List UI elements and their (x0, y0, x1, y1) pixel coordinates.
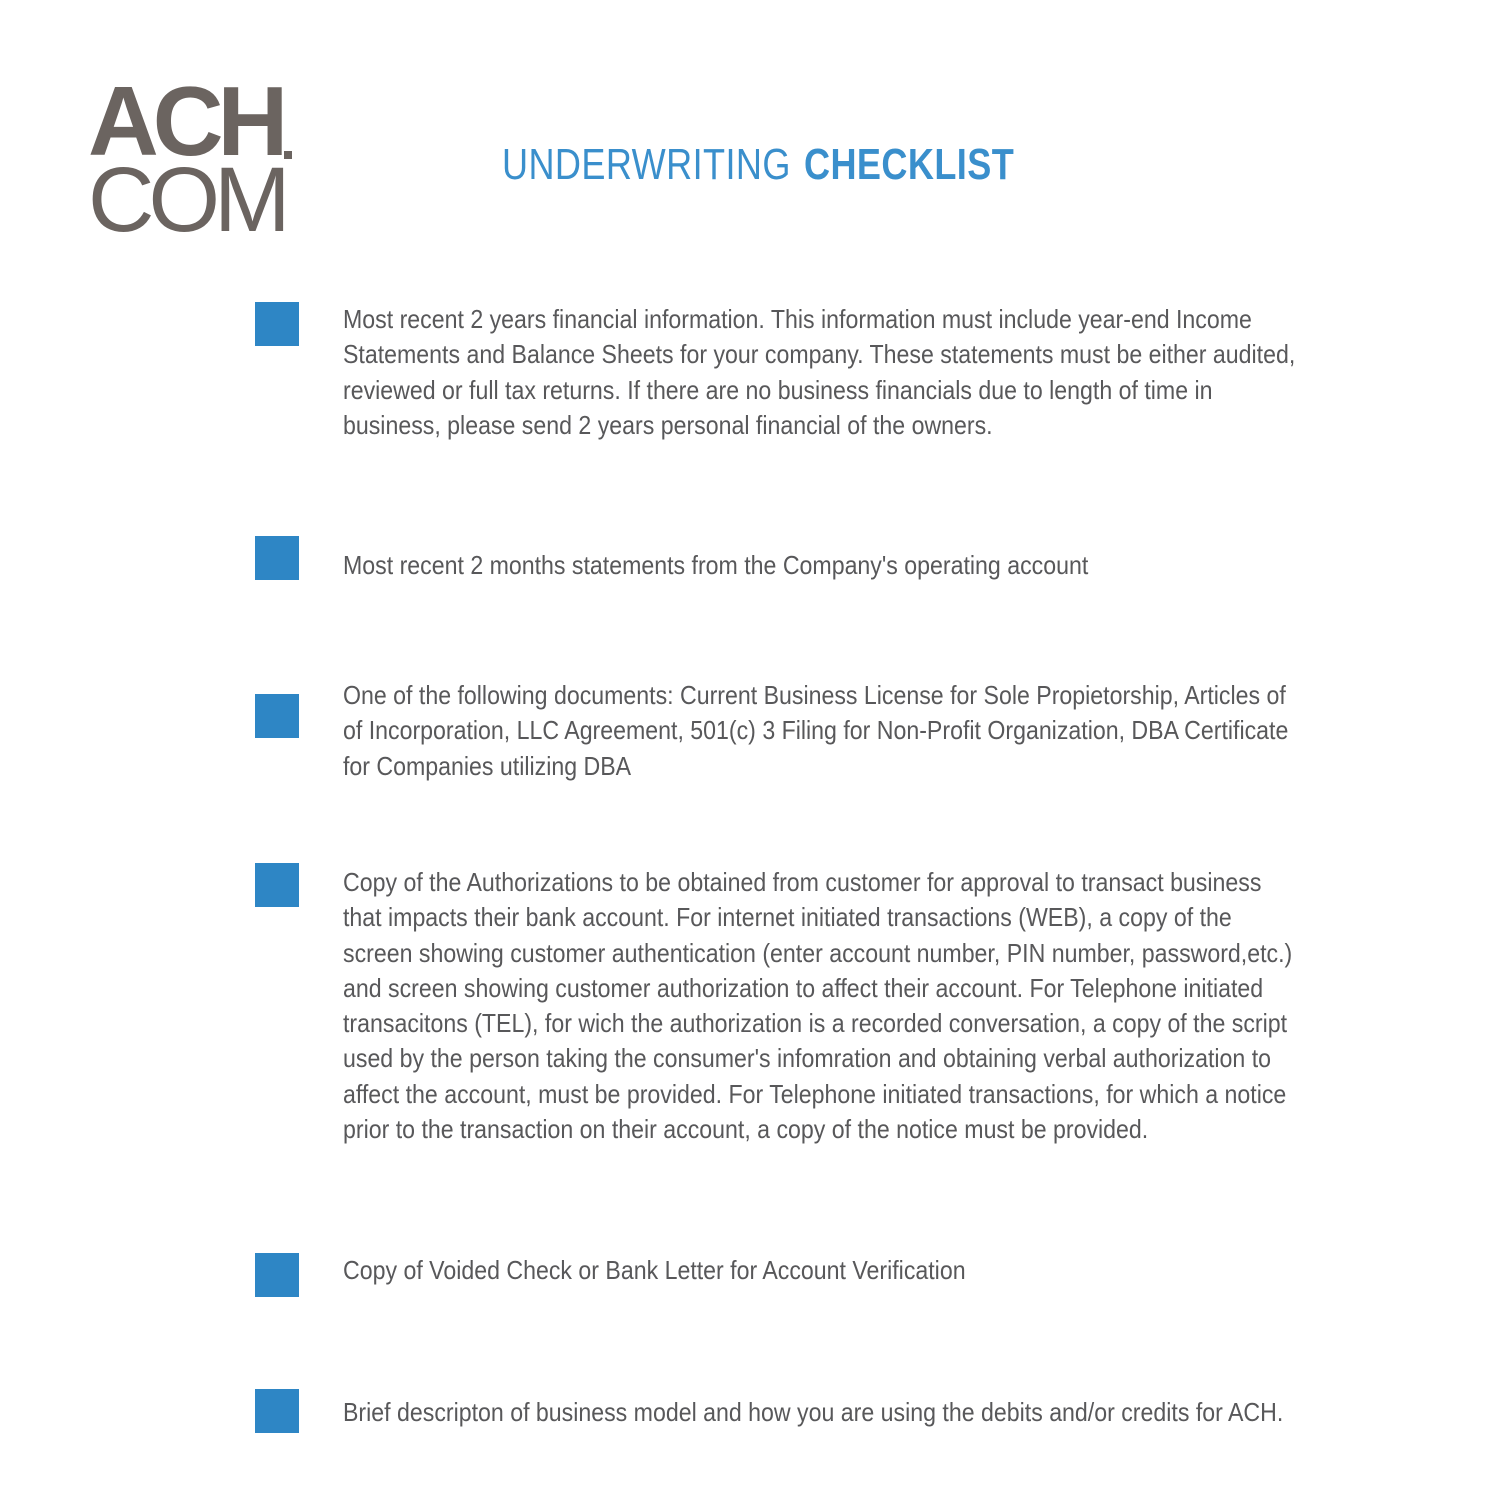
item-text (343, 302, 1413, 443)
checkbox[interactable] (255, 1253, 299, 1297)
checkbox[interactable] (255, 863, 299, 907)
ach-com-logo (88, 66, 303, 251)
text-line: that impacts their bank account. For internet initiated transactions (WEB), a copy of the (343, 902, 1232, 933)
text-line: affect the account, must be provided. For Telephone initiated transactions, for which a notice (343, 1078, 1287, 1109)
title-bold: CHECKLIST (804, 140, 1015, 189)
item-text (343, 865, 1410, 1147)
text-line: prior to the transaction on their account, a copy of the notice must be provided. (343, 1114, 1149, 1145)
text-line: Copy of the Authorizations to be obtained from customer for approval to transact business (343, 867, 1262, 897)
page-title (502, 140, 1014, 190)
checkbox[interactable] (255, 694, 299, 738)
text-line: Most recent 2 years financial information. This information must include year-end Income (343, 304, 1252, 334)
text-line: reviewed or full tax returns. If there are no business financials due to length of time in (343, 374, 1213, 405)
checkbox[interactable] (255, 302, 299, 346)
text-line: for Companies utilizing DBA (343, 750, 632, 781)
item-text (343, 1395, 1399, 1430)
item-text (343, 1253, 1043, 1288)
text-line: transacitons (TEL), for wich the authorization is a recorded conversation, a copy of the script (343, 1008, 1288, 1039)
text-line: of Incorporation, LLC Agreement, 501(c) 3 Filing for Non-Profit Organization, DBA Certificate (343, 715, 1289, 746)
text-line: Statements and Balance Sheets for your company. These statements must be either audited, (343, 339, 1296, 370)
text-line: used by the person taking the consumer's infomration and obtaining verbal authorization to (343, 1043, 1272, 1074)
text-line: Brief descripton of business model and how you are using the debits and/or credits for ACH. (343, 1397, 1284, 1427)
checkbox[interactable] (255, 1389, 299, 1433)
item-text (343, 548, 1180, 583)
logo-line-2: COM (88, 149, 285, 251)
text-line: and screen showing customer authorization to affect their account. For Telephone initiated (343, 972, 1264, 1003)
text-line: screen showing customer authentication (enter account number, PIN number, password,etc.) (343, 937, 1293, 968)
text-line: business, please send 2 years personal financial of the owners. (343, 409, 993, 440)
item-text (343, 678, 1405, 784)
text-line: Most recent 2 months statements from the Company's operating account (343, 550, 1089, 580)
checkbox[interactable] (255, 536, 299, 580)
title-light: UNDERWRITING (502, 140, 791, 189)
text-line: One of the following documents: Current Business License for Sole Propietorship, Articles of (343, 680, 1286, 710)
logo-dot (284, 151, 292, 159)
text-line: Copy of Voided Check or Bank Letter for Account Verification (343, 1255, 966, 1285)
logo-line-1: ACH (88, 66, 283, 176)
